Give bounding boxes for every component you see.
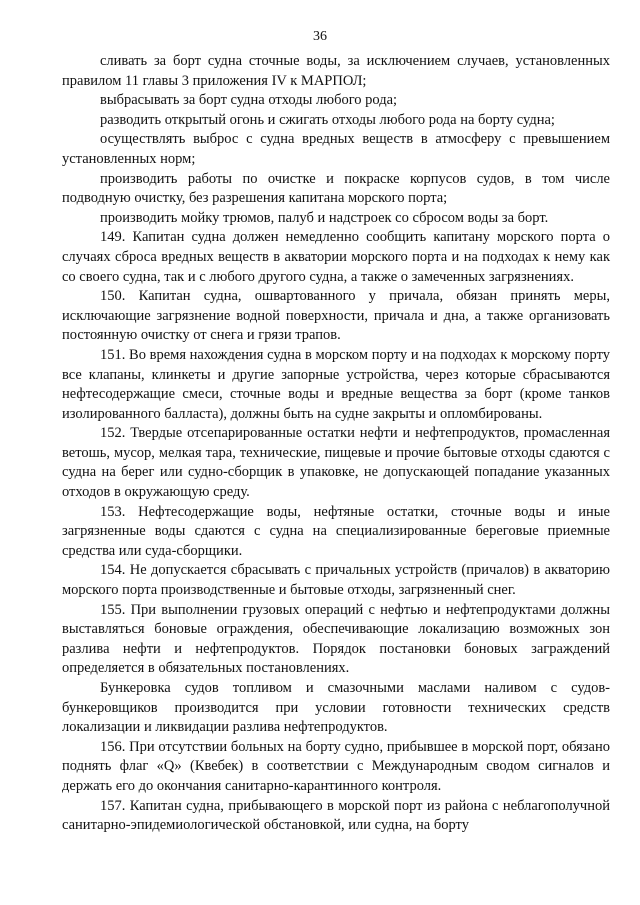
paragraph-151: 151. Во время нахождения судна в морском порту и на подходах к морскому порту все клапаны, клинкеты и другие запорные устройства, через которые сбрасываются нефтесодержащие смеси, сточные воды и вредные вещества за борт (кроме танков изолированного балласта), должны быть на судне закрыты и опломбированы. bbox=[62, 346, 610, 422]
paragraph-157: 157. Капитан судна, прибывающего в морской порт из района с неблагополучной санитарно-эпидемиологической обстановкой, или судна, на борту bbox=[62, 797, 610, 834]
paragraph-152: 152. Твердые отсепарированные остатки нефти и нефтепродуктов, промасленная ветошь, мусор, мелкая тара, технические, пищевые и прочие бытовые отходы сдаются с судна на берег или судно-сборщик в упаковке, не допускающей попадание указанных отходов в окружающую среду. bbox=[62, 425, 610, 501]
paragraph-hold-washing: производить мойку трюмов, палуб и надстроек со сбросом воды за борт. bbox=[100, 209, 549, 226]
paragraph-155: 155. При выполнении грузовых операций с нефтью и нефтепродуктами должны выставляться боновые ограждения, обеспечивающие локализацию возможных зон разлива нефти и нефтепродуктов. Порядок постановки боновых заграждений определяется в обязательных постановлениях. bbox=[62, 601, 610, 677]
paragraph-discharge-sewage: сливать за борт судна сточные воды, за исключением случаев, установленных правилом 11 главы 3 приложения IV к МАРПОЛ; bbox=[62, 53, 610, 89]
paragraph-air-emissions: осуществлять выброс с судна вредных веществ в атмосферу с превышением установленных норм; bbox=[62, 131, 610, 167]
paragraph-149: 149. Капитан судна должен немедленно сообщить капитану морского порта о случаях сброса вредных веществ в акватории морского порта и на подходах к нему как со своего судна, так и с любого другого судна, а также о замеченных загрязнениях. bbox=[62, 229, 610, 285]
page-number: 36 bbox=[313, 29, 327, 44]
paragraph-154: 154. Не допускается сбрасывать с причальных устройств (причалов) в акваторию морского порта производственные и бытовые отходы, загрязненный снег. bbox=[62, 562, 610, 599]
paragraph-open-fire: разводить открытый огонь и сжигать отходы любого рода на борту судна; bbox=[100, 111, 555, 128]
paragraph-150: 150. Капитан судна, ошвартованного у причала, обязан принять меры, исключающие загрязнение водной поверхности, причала и дна, а также организовать постоянную очистку от снега и грязи трапов. bbox=[62, 288, 610, 344]
paragraph-156: 156. При отсутствии больных на борту судно, прибывшее в морской порт, обязано поднять флаг «Q» (Квебек) в соответствии с Международным сводом сигналов и держать его до окончания санитарно-карантинного контроля. bbox=[62, 738, 610, 794]
paragraph-hull-cleaning: производить работы по очистке и покраске корпусов судов, в том числе подводную очистку, без разрешения капитана морского порта; bbox=[62, 170, 610, 207]
paragraph-bunkering: Бункеровка судов топливом и смазочными маслами наливом с судов-бункеровщиков производится при условии готовности технических средств локализации и ликвидации разлива нефтепродуктов. bbox=[62, 680, 610, 736]
document-body bbox=[62, 52, 610, 836]
paragraph-153: 153. Нефтесодержащие воды, нефтяные остатки, сточные воды и иные загрязненные воды сдаются с судна на специализированные береговые приемные средства или суда-сборщики. bbox=[62, 503, 610, 559]
paragraph-dump-waste: выбрасывать за борт судна отходы любого рода; bbox=[100, 92, 398, 109]
